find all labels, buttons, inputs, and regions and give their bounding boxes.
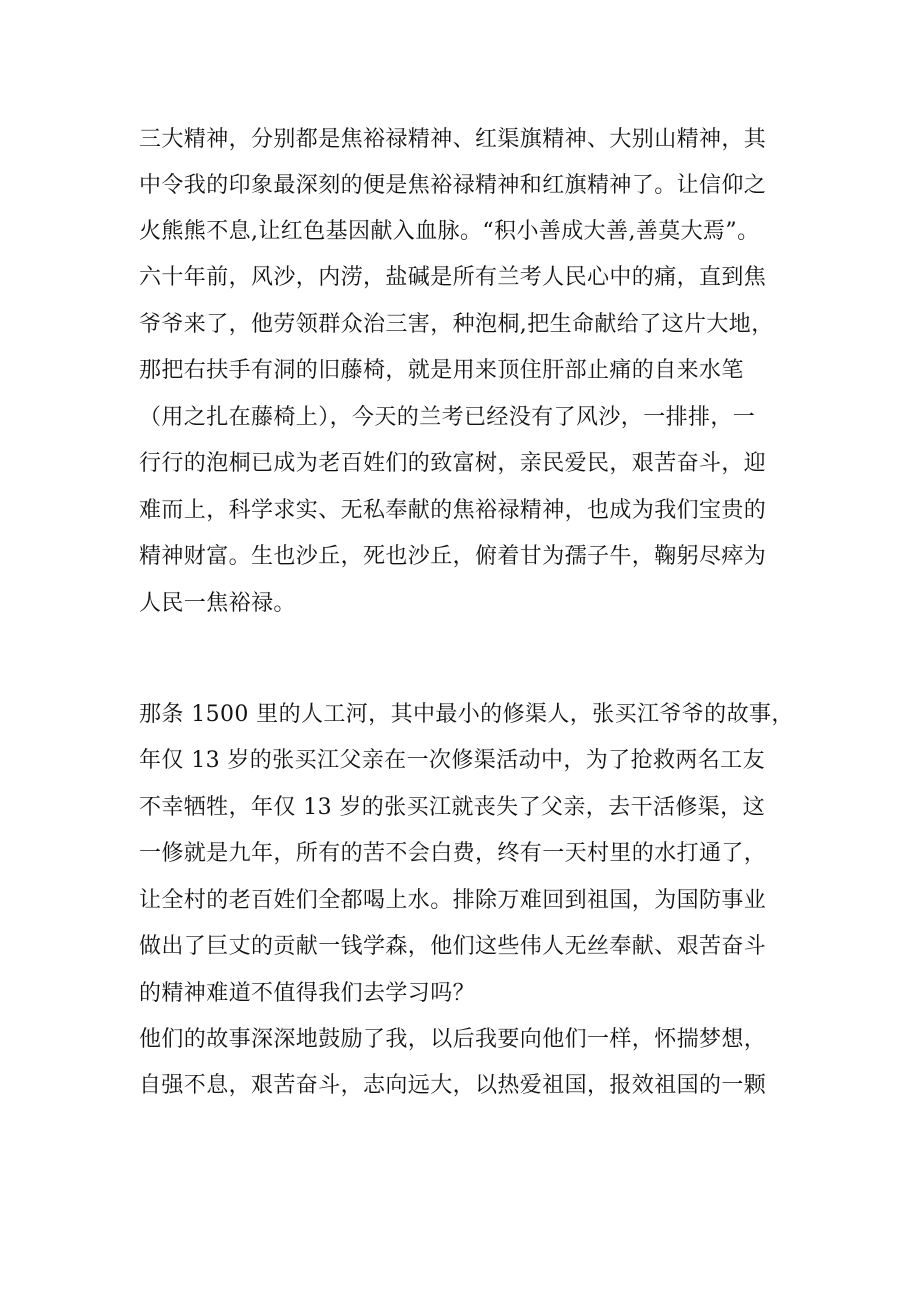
paragraph-1-line-8: 行行的泡桐已成为老百姓们的致富树，亲民爱民，艰苦奋斗，迎 [139, 451, 767, 476]
paragraph-1-line-10: 精神财富。生也沙丘，死也沙丘，俯着甘为孺子牛，鞠躬尽瘁为 [139, 544, 767, 569]
paragraph-2-line-4: 一修就是九年，所有的苦不会白费，终有一天村里的水打通了， [139, 841, 767, 866]
paragraph-1-line-4: 六十年前，风沙，内涝，盐碱是所有兰考人民心中的痛，直到焦 [139, 265, 767, 290]
paragraph-2-line-8: 他们的故事深深地鼓励了我，以后我要向他们一样，怀揣梦想， [139, 1027, 767, 1052]
paragraph-2-line-6: 做出了巨丈的贡献一钱学森，他们这些伟人无丝奉献、艰苦奋斗 [139, 934, 767, 959]
paragraph-2-line-5: 让全村的老百姓们全都喝上水。排除万难回到祖国，为国防事业 [139, 888, 767, 913]
paragraph-1-line-2: 中令我的印象最深刻的便是焦裕禄精神和红旗精神了。让信仰之 [139, 173, 767, 198]
paragraph-1-line-5: 爷爷来了，他劳领群众治三害，种泡桐,把生命献给了这片大地， [139, 312, 774, 337]
paragraph-2-line-9: 自强不息，艰苦奋斗，志向远大，以热爱祖国，报效祖国的一颗 [139, 1073, 767, 1098]
paragraph-2-line-2: 年仅 13 岁的张买江父亲在一次修渠活动中，为了抢救两名工友 [139, 748, 765, 773]
paragraph-1-line-7: （用之扎在藤椅上），今天的兰考已经没有了风沙，一排排，一 [139, 405, 756, 430]
paragraph-1-line-9: 难而上，科学求实、无私奉献的焦裕禄精神，也成为我们宝贵的 [139, 498, 767, 523]
paragraph-2-line-7: 的精神难道不值得我们去学习吗？ [139, 981, 476, 1006]
paragraph-2-line-1: 那条 1500 里的人工河，其中最小的修渠人，张买江爷爷的故事， [139, 702, 794, 727]
paragraph-1-line-3: 火熊熊不息,让红色基因献入血脉。“积小善成大善,善莫大焉”。 [139, 219, 760, 244]
paragraph-1-line-6: 那把右扶手有洞的旧藤椅，就是用来顶住肝部止痛的自来水笔 [139, 358, 744, 383]
paragraph-1-line-1: 三大精神，分别都是焦裕禄精神、红渠旗精神、大别山精神，其 [139, 127, 767, 152]
paragraph-2-line-3: 不幸牺牲，年仅 13 岁的张买江就丧失了父亲，去干活修渠，这 [139, 795, 765, 820]
paragraph-1-line-11: 人民一焦裕禄。 [139, 591, 296, 616]
